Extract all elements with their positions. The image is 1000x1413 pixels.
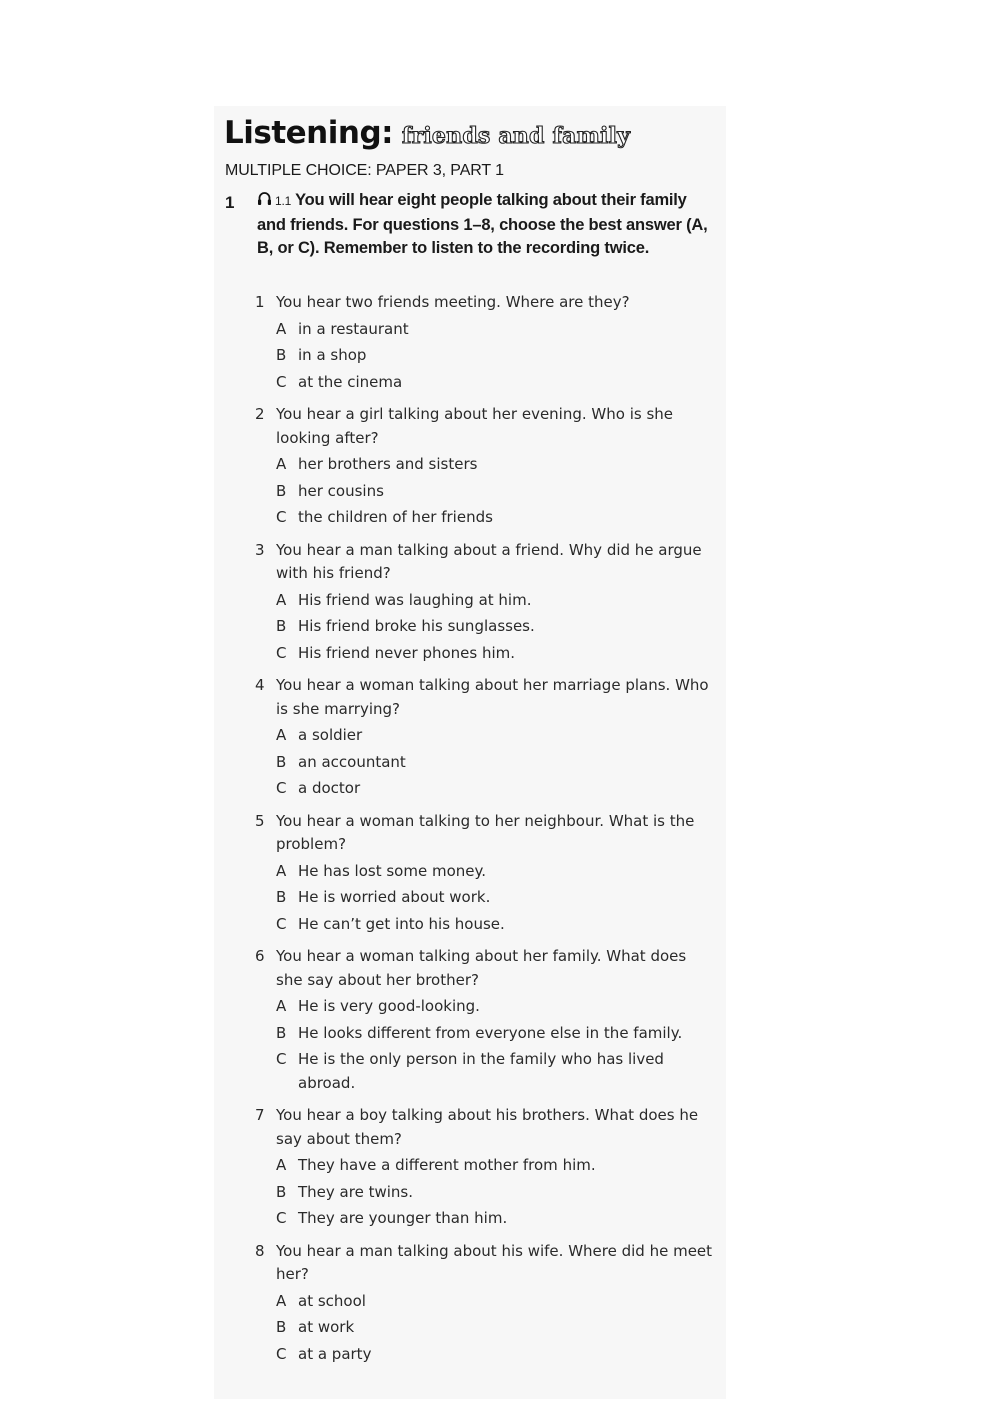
page-title bbox=[224, 112, 630, 156]
answer-option-a bbox=[276, 860, 715, 884]
answer-option-c bbox=[276, 371, 715, 395]
question-text: You hear a woman talking to her neighbour. What is the problem? bbox=[276, 811, 695, 853]
option-text: at a party bbox=[298, 1344, 372, 1363]
answer-option-c bbox=[276, 1048, 715, 1095]
option-text: a soldier bbox=[298, 726, 363, 744]
answer-option-b bbox=[276, 1022, 715, 1046]
option-text: He is the only person in the family who has lived abroad. bbox=[298, 1050, 664, 1092]
option-text: He has lost some money. bbox=[298, 861, 486, 880]
question-stem bbox=[255, 1240, 715, 1287]
option-text: the children of her friends bbox=[298, 508, 493, 526]
answer-option-b bbox=[276, 1181, 715, 1205]
question-stem bbox=[255, 945, 715, 992]
option-letter: A bbox=[276, 861, 287, 880]
task-number: 1 bbox=[225, 193, 235, 212]
answer-option-a bbox=[276, 1154, 715, 1178]
option-text: He can’t get into his house. bbox=[298, 914, 505, 933]
option-text: in a restaurant bbox=[298, 319, 409, 338]
answer-option-c bbox=[276, 913, 715, 937]
option-text: They are twins. bbox=[298, 1182, 413, 1201]
option-letter: C bbox=[276, 508, 287, 526]
question-number: 2 bbox=[255, 405, 265, 423]
question-number: 8 bbox=[255, 1241, 265, 1260]
option-letter: C bbox=[276, 643, 287, 662]
question-number: 5 bbox=[255, 811, 265, 830]
option-letter: B bbox=[276, 1182, 287, 1201]
option-letter: A bbox=[276, 726, 287, 744]
section-heading: MULTIPLE CHOICE: PAPER 3, PART 1 bbox=[225, 162, 504, 179]
track-number: 1.1 bbox=[275, 194, 292, 208]
answer-option-a bbox=[276, 453, 715, 477]
option-letter: C bbox=[276, 779, 287, 797]
option-text: They have a different mother from him. bbox=[298, 1156, 596, 1174]
option-letter: B bbox=[276, 752, 287, 771]
option-text: her cousins bbox=[298, 481, 384, 500]
question-stem bbox=[255, 810, 715, 857]
question-text: You hear a man talking about a friend. Why did he argue with his friend? bbox=[276, 540, 702, 582]
answer-option-c bbox=[276, 506, 715, 530]
option-text: His friend was laughing at him. bbox=[298, 590, 532, 609]
option-letter: C bbox=[276, 1344, 287, 1363]
option-letter: B bbox=[276, 481, 287, 500]
question-text: You hear a girl talking about her evening. Who is she looking after? bbox=[276, 405, 674, 447]
option-letter: C bbox=[276, 1209, 287, 1227]
option-letter: B bbox=[276, 1023, 287, 1042]
answer-option-c bbox=[276, 1343, 715, 1367]
answer-option-a bbox=[276, 1290, 715, 1314]
option-letter: C bbox=[276, 372, 287, 391]
option-letter: A bbox=[276, 590, 287, 609]
question-text: You hear two friends meeting. Where are they? bbox=[276, 293, 630, 311]
question-number: 4 bbox=[255, 676, 265, 694]
option-text: her brothers and sisters bbox=[298, 455, 478, 473]
question-stem bbox=[255, 403, 715, 450]
answer-option-a bbox=[276, 318, 715, 342]
option-text: His friend never phones him. bbox=[298, 643, 516, 662]
question-number: 1 bbox=[255, 293, 265, 311]
task-instruction bbox=[257, 189, 719, 261]
instruction-text: You will hear eight people talking about their family and friends. For questions 1–8, choose the best answer (A, B, or C). Remember to listen to the recording twice. bbox=[257, 191, 708, 257]
option-letter: C bbox=[276, 1050, 287, 1068]
headphones-icon bbox=[257, 190, 272, 206]
option-text: He is worried about work. bbox=[298, 888, 491, 906]
question-3 bbox=[255, 539, 715, 666]
option-text: a doctor bbox=[298, 779, 361, 797]
answer-option-b bbox=[276, 886, 715, 910]
question-number: 7 bbox=[255, 1106, 265, 1124]
answer-option-b bbox=[276, 1316, 715, 1340]
option-text: an accountant bbox=[298, 752, 406, 771]
option-letter: A bbox=[276, 455, 287, 473]
question-1 bbox=[255, 291, 715, 394]
question-list bbox=[255, 291, 715, 1375]
option-text: His friend broke his sunglasses. bbox=[298, 617, 535, 635]
option-letter: B bbox=[276, 1318, 287, 1336]
question-text: You hear a woman talking about her family. What does she say about her brother? bbox=[276, 947, 687, 989]
answer-option-c bbox=[276, 777, 715, 801]
question-5 bbox=[255, 810, 715, 937]
answer-option-a bbox=[276, 995, 715, 1019]
option-letter: B bbox=[276, 617, 287, 635]
question-8 bbox=[255, 1240, 715, 1367]
question-number: 6 bbox=[255, 947, 265, 965]
answer-option-b bbox=[276, 751, 715, 775]
question-stem bbox=[255, 674, 715, 721]
option-text: He looks different from everyone else in the family. bbox=[298, 1023, 683, 1042]
answer-option-c bbox=[276, 1207, 715, 1231]
question-4 bbox=[255, 674, 715, 801]
question-2 bbox=[255, 403, 715, 530]
option-text: at school bbox=[298, 1291, 366, 1310]
option-text: in a shop bbox=[298, 346, 367, 364]
option-letter: C bbox=[276, 914, 287, 933]
question-7 bbox=[255, 1104, 715, 1231]
option-letter: A bbox=[276, 319, 287, 338]
option-text: He is very good-looking. bbox=[298, 997, 480, 1015]
question-text: You hear a boy talking about his brothers. What does he say about them? bbox=[276, 1106, 699, 1148]
option-letter: A bbox=[276, 1291, 287, 1310]
option-letter: B bbox=[276, 346, 287, 364]
question-text: You hear a woman talking about her marriage plans. Who is she marrying? bbox=[276, 676, 709, 718]
option-text: They are younger than him. bbox=[298, 1209, 508, 1227]
title-sub: friends and family bbox=[401, 123, 631, 149]
answer-option-a bbox=[276, 589, 715, 613]
title-main: Listening: bbox=[224, 115, 394, 151]
question-6 bbox=[255, 945, 715, 1095]
question-stem bbox=[255, 291, 715, 315]
option-text: at the cinema bbox=[298, 372, 403, 391]
question-stem bbox=[255, 539, 715, 586]
answer-option-b bbox=[276, 615, 715, 639]
answer-option-b bbox=[276, 344, 715, 368]
answer-option-c bbox=[276, 642, 715, 666]
option-letter: B bbox=[276, 888, 287, 906]
option-text: at work bbox=[298, 1318, 355, 1336]
question-number: 3 bbox=[255, 540, 265, 559]
option-letter: A bbox=[276, 1156, 287, 1174]
answer-option-b bbox=[276, 480, 715, 504]
question-stem bbox=[255, 1104, 715, 1151]
question-text: You hear a man talking about his wife. Where did he meet her? bbox=[276, 1241, 713, 1283]
answer-option-a bbox=[276, 724, 715, 748]
option-letter: A bbox=[276, 997, 287, 1015]
